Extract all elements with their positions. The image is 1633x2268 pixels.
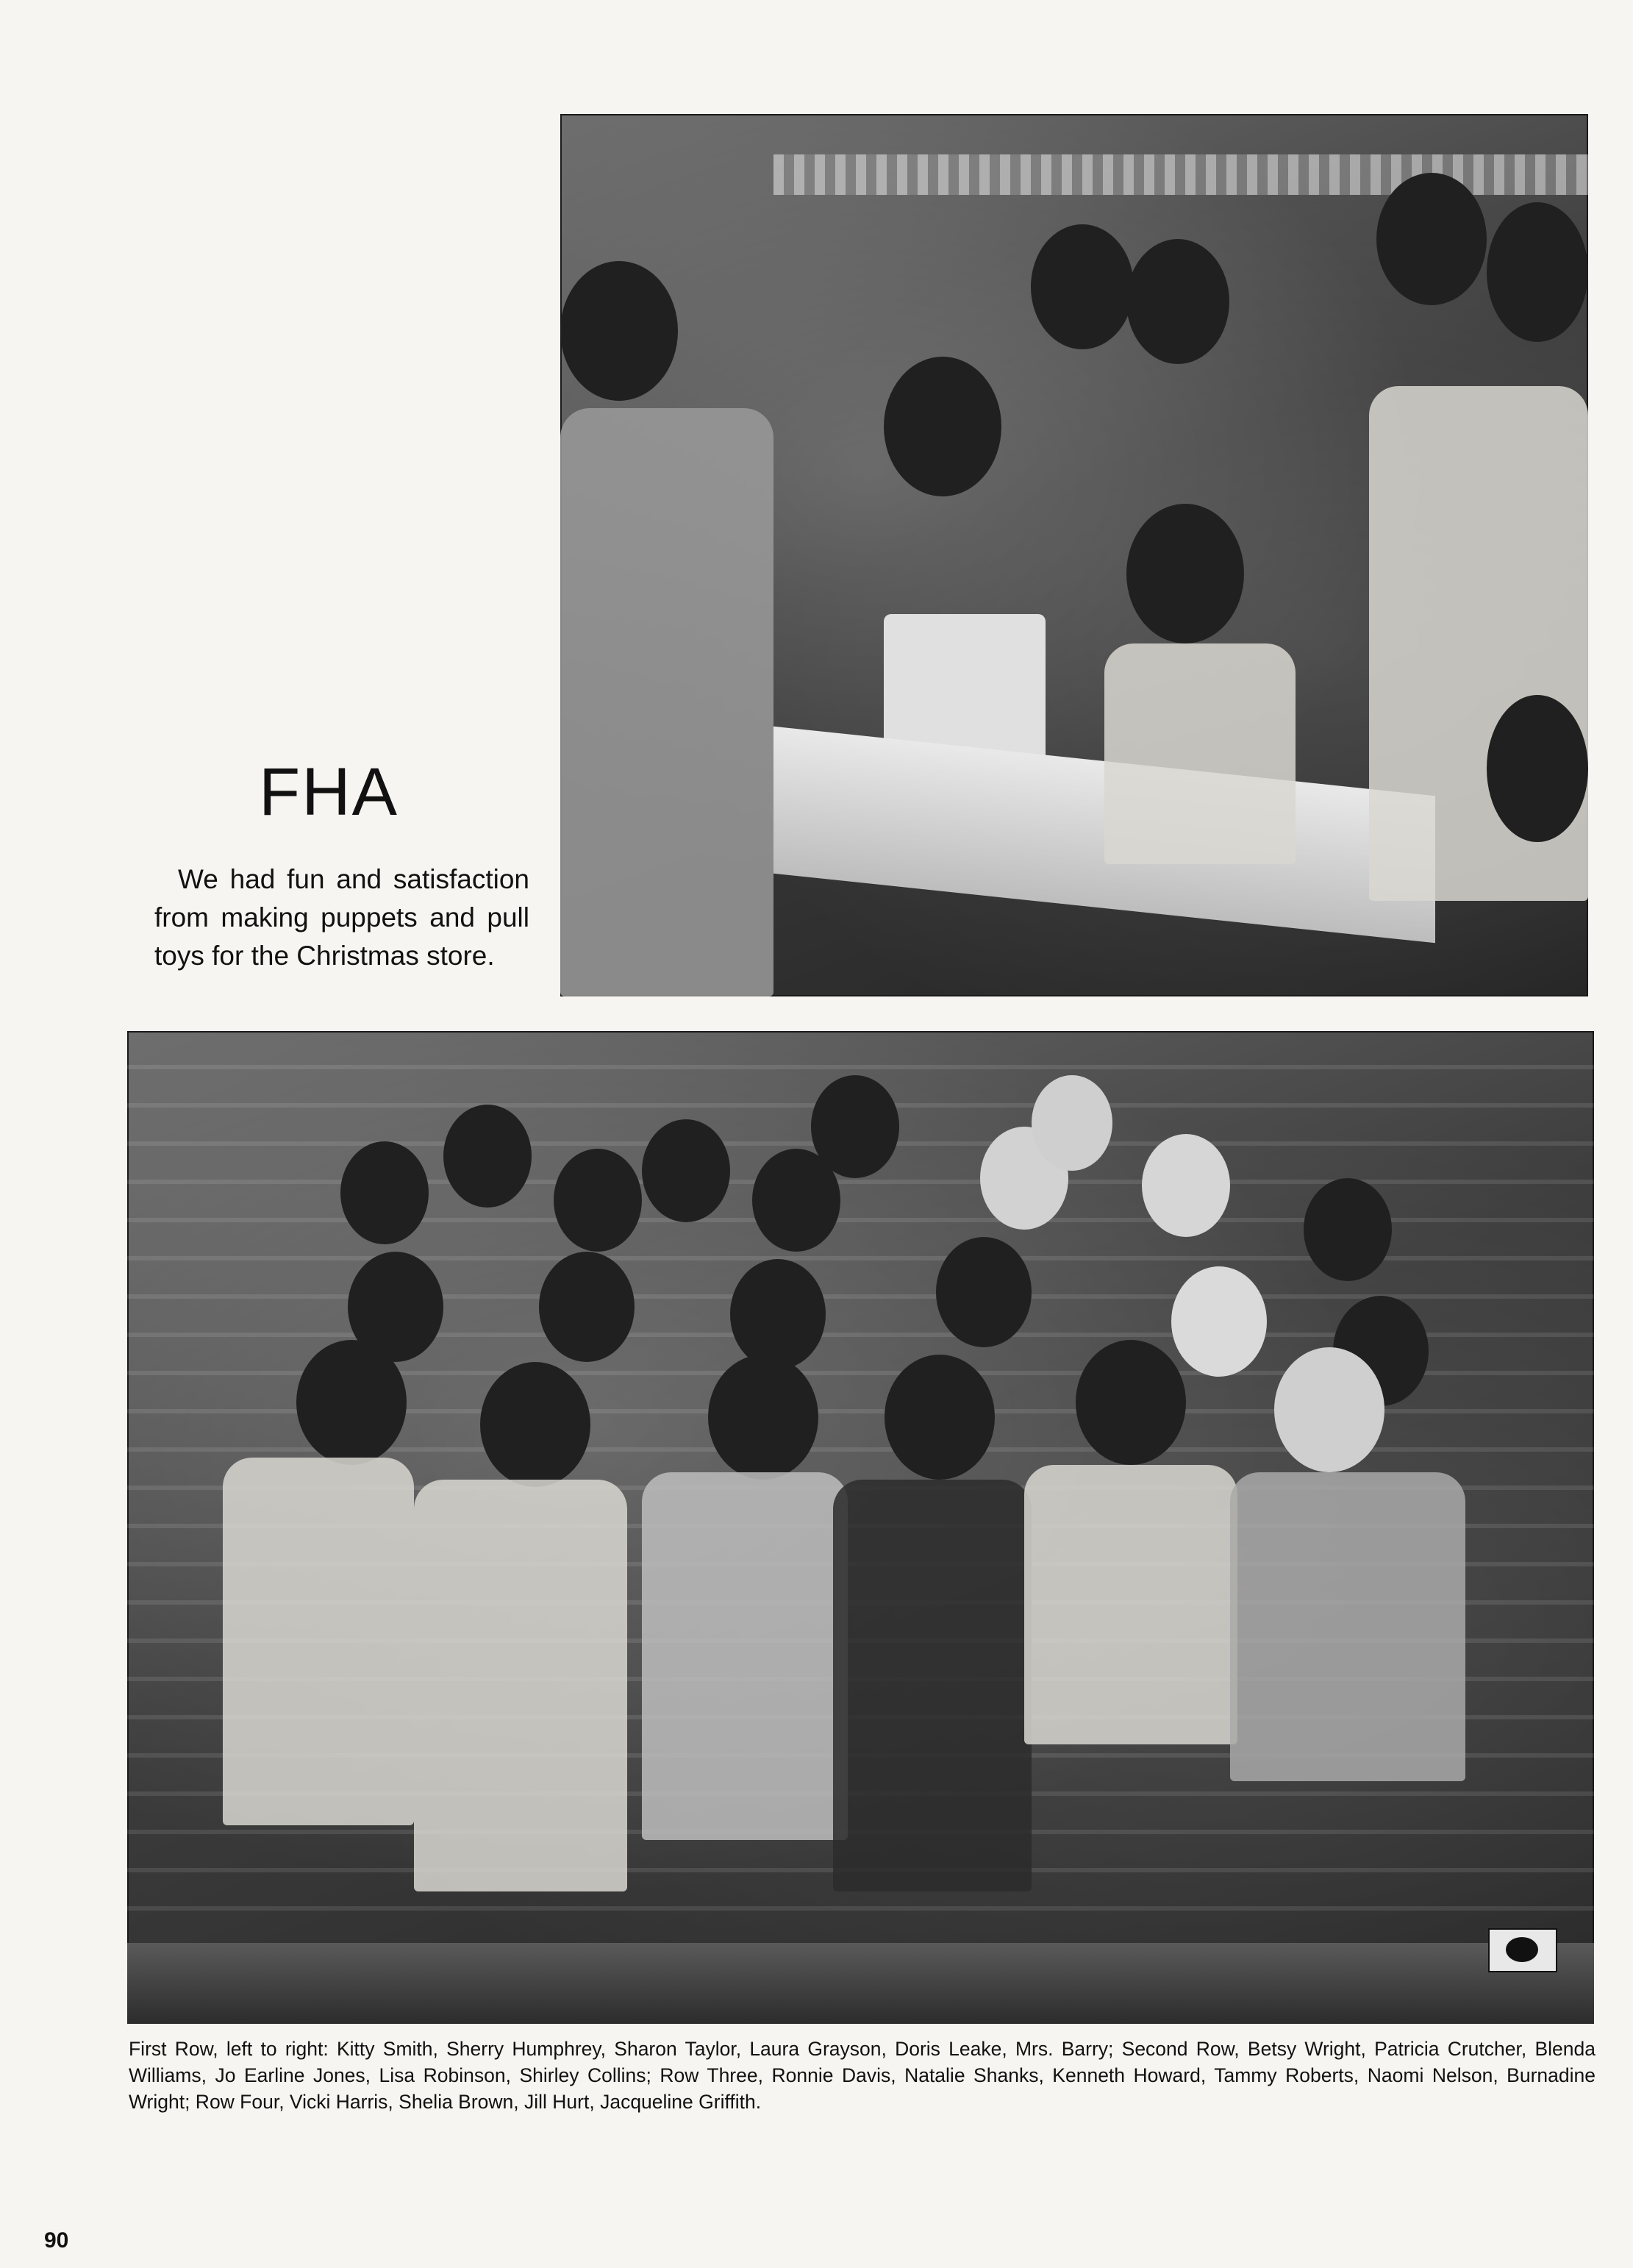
group-photo-caption: First Row, left to right: Kitty Smith, Sherry Humphrey, Sharon Taylor, Laura Grayson, Doris Leake, Mrs. Barry; Second Row, Betsy Wright, Patricia Crutcher, Blenda Williams, Jo Earline Jones, Lisa Robinson, Shirley Collins; Row Three, Ronnie Davis, Natalie Shanks, Kenneth Howard, Tammy Roberts, Naomi Nelson, Burnadine Wright; Row Four, Vicki Harris, Shelia Brown, Jill Hurt, Jacqueline Griffith.: [129, 2038, 1596, 2113]
person-head: [443, 1105, 532, 1208]
person-head: [340, 1141, 429, 1244]
person-head: [539, 1252, 635, 1362]
person-head: [554, 1149, 642, 1252]
person-body: [833, 1480, 1032, 1891]
person-head: [480, 1362, 590, 1487]
person-body: [414, 1480, 627, 1891]
intro-text: We had fun and satisfaction from making puppets and pull toys for the Christmas store.: [154, 864, 529, 971]
person-head: [1126, 504, 1244, 643]
person-head: [884, 357, 1001, 496]
gym-floor: [127, 1943, 1594, 2024]
person-body: [1024, 1465, 1237, 1744]
person-head: [1031, 224, 1134, 349]
puppet-photo: [560, 114, 1588, 996]
person-body: [560, 408, 773, 996]
person-head: [1171, 1266, 1267, 1377]
person-head: [1487, 202, 1588, 342]
person-head: [1142, 1134, 1230, 1237]
person-head: [1076, 1340, 1186, 1465]
person-head: [1487, 695, 1588, 842]
person-head: [936, 1237, 1032, 1347]
person-head: [811, 1075, 899, 1178]
page-title: FHA: [259, 755, 399, 830]
person-body: [642, 1472, 848, 1840]
page-number: 90: [44, 2228, 69, 2253]
person-head: [1304, 1178, 1392, 1281]
person-head: [560, 261, 678, 401]
person-head: [1376, 173, 1487, 305]
person-body: [1230, 1472, 1465, 1781]
person-head: [1274, 1347, 1384, 1472]
group-photo: [127, 1031, 1594, 2024]
photographer-logo: [1488, 1928, 1557, 1972]
person-body: [1104, 643, 1296, 864]
person-head: [885, 1355, 995, 1480]
person-head: [708, 1355, 818, 1480]
person-head: [1032, 1075, 1112, 1171]
person-head: [730, 1259, 826, 1369]
person-head: [1126, 239, 1229, 364]
person-body: [223, 1458, 414, 1825]
person-head: [642, 1119, 730, 1222]
person-head: [296, 1340, 407, 1465]
